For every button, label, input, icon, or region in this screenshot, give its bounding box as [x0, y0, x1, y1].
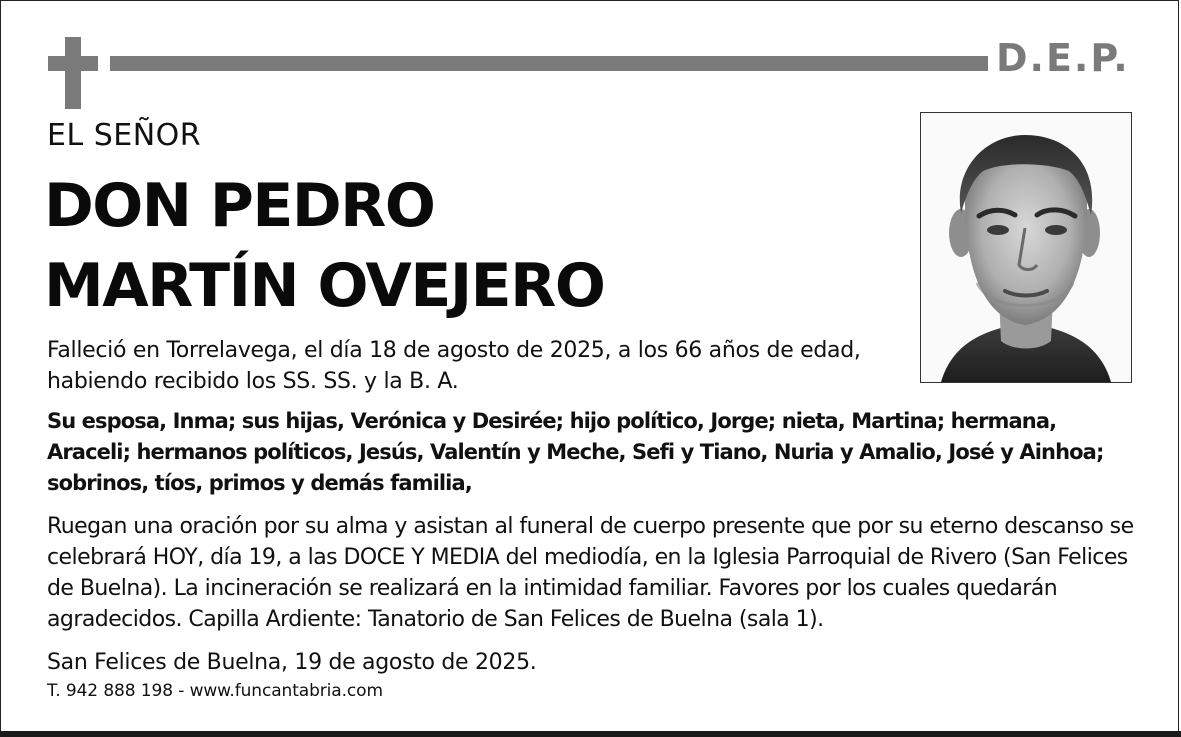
death-notice: [47, 335, 907, 397]
bottom-rule: [0, 731, 1181, 737]
death-notice-line-1: Falleció en Torrelavega, el día 18 de agosto de 2025, a los 66 años de edad,: [47, 338, 861, 363]
header-rule: [110, 56, 988, 71]
portrait-photo: [920, 112, 1132, 383]
name-line-1: DON PEDRO: [44, 171, 435, 241]
intro-title: EL SEÑOR: [47, 118, 202, 153]
death-notice-line-2: habiendo recibido los SS. SS. y la B. A.: [47, 369, 459, 394]
place-date: San Felices de Buelna, 19 de agosto de 2025.: [47, 650, 537, 675]
deceased-name: [44, 166, 604, 326]
funeral-details: Ruegan una oración por su alma y asistan al funeral de cuerpo presente que por su eterno descanso se celebrará HOY, día 19, a las DOCE Y MEDIA del mediodía, en la Iglesia Parroquial de Rivero (San Felices de Buelna). La incineración se realizará en la intimidad familiar. Favores por los cuales quedarán agradecidos. Capilla Ardiente: Tanatorio de San Felices de Buelna (sala 1).: [47, 514, 1134, 632]
cross-icon: [48, 37, 98, 109]
dep-label: D.E.P.: [996, 36, 1130, 80]
contact-info: T. 942 888 198 - www.funcantabria.com: [47, 681, 383, 701]
name-line-2: MARTÍN OVEJERO: [44, 251, 605, 321]
family-list: Su esposa, Inma; sus hijas, Verónica y Desirée; hijo político, Jorge; nieta, Martina; hermana, Araceli; hermanos políticos, Jesús, Valentín y Meche, Sefi y Tiano, Nuria y Amalio, José y Ainhoa; sobrinos, tíos, primos y demás familia,: [47, 409, 1104, 495]
